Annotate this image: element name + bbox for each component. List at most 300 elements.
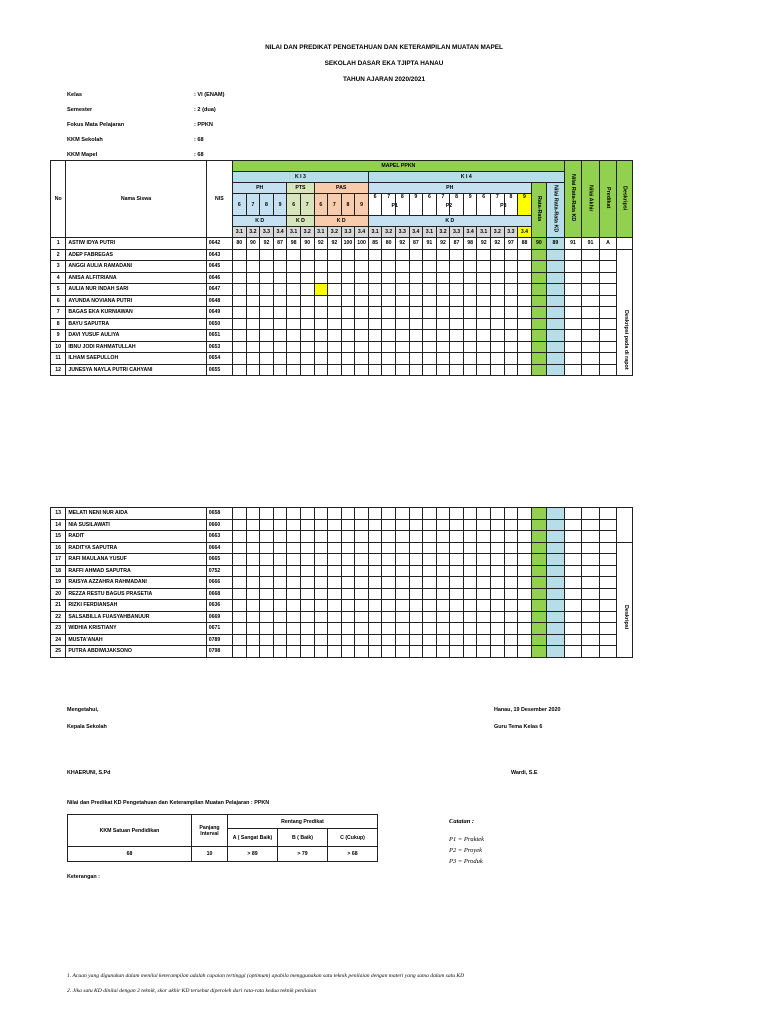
score-cell: 87 [450, 238, 464, 250]
score-cell [450, 307, 464, 319]
score-cell [423, 261, 437, 273]
predikat-a-header: A ( Sangat Baik) [228, 829, 278, 847]
score-cell [463, 353, 477, 365]
student-name: DAVI YUSUF AULIYA [66, 330, 206, 342]
score-cell [436, 272, 450, 284]
nilai-akhir-cell [582, 554, 600, 566]
kd3-sub-header: 3.3 [260, 227, 274, 238]
score-cell [409, 577, 423, 589]
akhir-cell [564, 554, 582, 566]
student-name: ANISA ALFITRIANA [66, 272, 206, 284]
score-cell [368, 508, 382, 520]
score-cell [382, 307, 396, 319]
score-cell [273, 519, 287, 531]
student-row [51, 261, 633, 273]
score-cell [300, 330, 314, 342]
score-cell [504, 341, 518, 353]
score-cell [328, 519, 342, 531]
akhir-cell [564, 318, 582, 330]
score-cell [382, 577, 396, 589]
score-cell [423, 330, 437, 342]
catatan-p2: P2 = Proyek [449, 847, 483, 854]
score-cell [491, 295, 505, 307]
score-cell [477, 318, 491, 330]
predikat-cell [599, 611, 617, 623]
score-cell [328, 284, 342, 296]
score-cell [273, 531, 287, 543]
student-name: RAFI MAULANA YUSUF [66, 554, 206, 566]
student-row [51, 554, 633, 566]
col-header-nilai-rata-kd [564, 161, 582, 238]
score-cell [409, 542, 423, 554]
kd4-sub-header: 3.1 [368, 227, 382, 238]
student-nis: 0655 [206, 364, 232, 376]
kd-number: 6 [427, 194, 431, 200]
guru-name: Wardi, S.E [511, 770, 538, 776]
score-cell [409, 623, 423, 635]
score-cell [314, 330, 328, 342]
student-nis: 0669 [206, 611, 232, 623]
score-cell [436, 330, 450, 342]
score-cell: 97 [504, 238, 518, 250]
student-no: 7 [51, 307, 66, 319]
rata-kd-cell [547, 588, 565, 600]
rata-kd-cell [547, 554, 565, 566]
score-cell [355, 261, 369, 273]
student-nis: 0663 [206, 531, 232, 543]
score-cell [287, 519, 301, 531]
score-cell [341, 600, 355, 612]
student-nis: 0649 [206, 307, 232, 319]
score-cell [518, 623, 532, 635]
score-cell [423, 284, 437, 296]
score-cell [477, 249, 491, 261]
score-cell [395, 600, 409, 612]
score-cell [382, 284, 396, 296]
score-cell [314, 508, 328, 520]
score-cell: 100 [341, 238, 355, 250]
score-cell [287, 577, 301, 589]
score-cell [233, 554, 247, 566]
score-cell [300, 623, 314, 635]
score-cell [368, 554, 382, 566]
score-cell [423, 272, 437, 284]
score-cell [233, 634, 247, 646]
akhir-cell [564, 295, 582, 307]
score-cell [341, 611, 355, 623]
p3-kd-num [491, 194, 505, 216]
score-cell [287, 295, 301, 307]
predikat-cell [599, 588, 617, 600]
score-cell [477, 600, 491, 612]
score-cell [463, 565, 477, 577]
score-cell [355, 600, 369, 612]
score-cell [314, 646, 328, 658]
score-cell [355, 330, 369, 342]
score-cell [341, 341, 355, 353]
score-cell [368, 261, 382, 273]
score-cell: 92 [436, 238, 450, 250]
score-cell [463, 634, 477, 646]
score-cell [518, 519, 532, 531]
score-cell [436, 531, 450, 543]
col-header-predikat [599, 161, 617, 238]
rata-cell [531, 307, 546, 319]
student-row [51, 284, 633, 296]
kd3-sub-header: 3.4 [273, 227, 287, 238]
student-no: 6 [51, 295, 66, 307]
score-cell [368, 565, 382, 577]
student-row [51, 588, 633, 600]
score-cell [423, 565, 437, 577]
score-cell [382, 646, 396, 658]
predikat-cell [599, 565, 617, 577]
rata-cell [531, 295, 546, 307]
rata-cell [531, 611, 546, 623]
score-cell [463, 318, 477, 330]
student-row [51, 238, 633, 250]
kd3-sub-header: 3.1 [233, 227, 247, 238]
score-cell [273, 634, 287, 646]
rata-kd-cell [547, 577, 565, 589]
score-cell [355, 307, 369, 319]
student-no: 1 [51, 238, 66, 250]
akhir-cell [564, 508, 582, 520]
rata-kd-cell [547, 600, 565, 612]
score-cell [246, 307, 260, 319]
student-row [51, 542, 633, 554]
score-cell [450, 646, 464, 658]
student-row [51, 330, 633, 342]
score-cell [491, 318, 505, 330]
score-cell [423, 249, 437, 261]
score-cell [260, 531, 274, 543]
score-cell: 88 [518, 238, 532, 250]
score-cell [395, 554, 409, 566]
score-cell [450, 611, 464, 623]
score-cell [233, 519, 247, 531]
predikat-c-header: C (Cukup) [328, 829, 378, 847]
score-cell [341, 330, 355, 342]
score-cell [233, 295, 247, 307]
score-cell [287, 565, 301, 577]
student-row [51, 353, 633, 365]
score-cell [423, 623, 437, 635]
nilai-akhir-cell [582, 341, 600, 353]
score-cell [477, 364, 491, 376]
footnote-2: 2. Jika satu KD dinilai dengan 2 teknik, skor akhir KD tersebut diperoleh dari rata-rata kedua teknik penilaian [67, 988, 317, 994]
kd-label-3: K D [368, 216, 531, 227]
predikat-cell [599, 272, 617, 284]
score-cell [409, 261, 423, 273]
student-nis: 0789 [206, 634, 232, 646]
score-cell [463, 249, 477, 261]
score-cell [287, 249, 301, 261]
score-cell [341, 249, 355, 261]
nilai-rata-kd-label: Nilai Rata-Rata KD [569, 174, 576, 222]
score-cell [314, 519, 328, 531]
student-no: 17 [51, 554, 66, 566]
score-cell [518, 646, 532, 658]
meta-label-semester: Semester [67, 107, 93, 113]
kd4-sub-header: 3.4 [409, 227, 423, 238]
score-cell [355, 554, 369, 566]
score-cell [341, 353, 355, 365]
student-nis: 0671 [206, 623, 232, 635]
score-cell [368, 634, 382, 646]
score-cell [477, 542, 491, 554]
score-cell [328, 341, 342, 353]
score-cell [314, 284, 328, 296]
rata-cell [531, 542, 546, 554]
rata-kd-cell [547, 646, 565, 658]
student-name: RADIT [66, 531, 206, 543]
score-cell [355, 531, 369, 543]
score-cell [260, 588, 274, 600]
score-cell [246, 508, 260, 520]
score-cell [341, 261, 355, 273]
score-cell [314, 295, 328, 307]
predikat-cell [599, 295, 617, 307]
kd3-sub-header: 3.1 [287, 227, 301, 238]
rata-cell [531, 364, 546, 376]
score-cell [450, 634, 464, 646]
score-cell [233, 330, 247, 342]
score-cell [518, 295, 532, 307]
score-cell [355, 364, 369, 376]
score-cell [233, 611, 247, 623]
nilai-akhir-cell [582, 318, 600, 330]
student-name: IBNU JODI RAHMATULLAH [66, 341, 206, 353]
student-nis: 0666 [206, 577, 232, 589]
score-cell [300, 531, 314, 543]
deskripsi-label: Deskripsi [621, 185, 628, 211]
score-cell [300, 600, 314, 612]
score-cell [504, 330, 518, 342]
rentang-header: Rentang Predikat [228, 815, 378, 829]
rata-cell [531, 646, 546, 658]
rata-kd-cell [547, 261, 565, 273]
kd-label-1: K D [287, 216, 314, 227]
score-cell [341, 508, 355, 520]
kd3-sub-header: 3.2 [328, 227, 342, 238]
student-nis: 0660 [206, 519, 232, 531]
kkm-header: KKM Satuan Pendidikan [68, 815, 192, 847]
nilai-akhir-cell: 91 [582, 238, 600, 250]
grade-table-bottom [50, 507, 633, 658]
kd-number: 7 [495, 194, 499, 200]
score-cell [300, 249, 314, 261]
meta-label-kkm-mapel: KKM Mapel [67, 152, 98, 158]
score-cell [436, 341, 450, 353]
score-cell [504, 577, 518, 589]
score-cell [409, 600, 423, 612]
student-no: 3 [51, 261, 66, 273]
predikat-cell [599, 623, 617, 635]
student-name: ANGGI AULIA RAMADANI [66, 261, 206, 273]
score-cell [436, 577, 450, 589]
score-cell [368, 364, 382, 376]
score-cell [518, 577, 532, 589]
pas-header: PAS [314, 183, 368, 194]
score-cell: 100 [355, 238, 369, 250]
score-cell [423, 554, 437, 566]
score-cell [423, 588, 437, 600]
score-cell [450, 508, 464, 520]
akhir-cell [564, 261, 582, 273]
kd-label-2: K D [314, 216, 368, 227]
score-cell [395, 295, 409, 307]
score-cell [477, 646, 491, 658]
score-cell [504, 364, 518, 376]
score-cell [477, 634, 491, 646]
score-cell [314, 364, 328, 376]
score-cell [328, 318, 342, 330]
score-cell [423, 577, 437, 589]
student-nis: 0650 [206, 318, 232, 330]
score-cell [395, 272, 409, 284]
score-cell [409, 318, 423, 330]
score-cell: 98 [287, 238, 301, 250]
score-cell [409, 531, 423, 543]
score-cell [518, 318, 532, 330]
score-cell [260, 295, 274, 307]
student-row [51, 531, 633, 543]
score-cell [300, 364, 314, 376]
score-cell [328, 295, 342, 307]
academic-year: TAHUN AJARAN 2020/2021 [342, 76, 426, 83]
rata-kd-cell [547, 565, 565, 577]
score-cell [382, 353, 396, 365]
score-cell [368, 577, 382, 589]
score-cell [300, 588, 314, 600]
score-cell [491, 623, 505, 635]
score-cell [368, 318, 382, 330]
score-cell [355, 249, 369, 261]
score-cell [328, 611, 342, 623]
score-cell [491, 307, 505, 319]
score-cell [382, 295, 396, 307]
student-no: 21 [51, 600, 66, 612]
score-cell [341, 577, 355, 589]
deskripsi-note-bottom [619, 550, 633, 685]
score-cell [273, 353, 287, 365]
deskripsi-note-top [619, 262, 633, 417]
akhir-cell [564, 646, 582, 658]
score-cell [287, 364, 301, 376]
nilai-akhir-label: Nilai Akhir [587, 184, 594, 212]
score-cell [273, 364, 287, 376]
score-cell [314, 249, 328, 261]
akhir-cell [564, 577, 582, 589]
score-cell [491, 519, 505, 531]
score-cell [355, 353, 369, 365]
score-cell [463, 577, 477, 589]
score-cell [341, 364, 355, 376]
score-cell [355, 341, 369, 353]
score-cell [260, 519, 274, 531]
col-header-rata-kd3 [531, 183, 546, 238]
score-cell [436, 588, 450, 600]
score-cell [314, 611, 328, 623]
score-cell [463, 295, 477, 307]
score-cell [233, 508, 247, 520]
score-cell [260, 318, 274, 330]
score-cell [395, 542, 409, 554]
score-cell [395, 577, 409, 589]
score-cell [423, 611, 437, 623]
kd-number: 9 [468, 194, 472, 200]
score-cell [300, 519, 314, 531]
score-cell [450, 588, 464, 600]
score-cell [518, 588, 532, 600]
score-cell [341, 623, 355, 635]
score-cell [328, 353, 342, 365]
score-cell [477, 519, 491, 531]
akhir-cell [564, 249, 582, 261]
kd4-sub-header: 3.1 [477, 227, 491, 238]
score-cell: 90 [300, 238, 314, 250]
nilai-akhir-cell [582, 542, 600, 554]
score-cell [300, 577, 314, 589]
student-name: MUSTA'ANAH [66, 634, 206, 646]
score-cell [395, 519, 409, 531]
ph-kd-num: 6 [233, 194, 247, 216]
score-cell [287, 531, 301, 543]
score-cell [477, 261, 491, 273]
meta-label-kkm-sekolah: KKM Sekolah [67, 137, 103, 143]
predikat-cell [599, 330, 617, 342]
score-cell [368, 531, 382, 543]
nilai-akhir-cell [582, 646, 600, 658]
score-cell [355, 565, 369, 577]
score-cell [300, 565, 314, 577]
score-cell [355, 508, 369, 520]
student-no: 20 [51, 588, 66, 600]
kd-number: 6 [373, 194, 377, 200]
nilai-akhir-cell [582, 295, 600, 307]
score-cell [341, 554, 355, 566]
score-cell [260, 600, 274, 612]
student-no: 18 [51, 565, 66, 577]
predikat-c-value: > 68 [328, 847, 378, 862]
grade-table-top [50, 160, 633, 376]
score-cell [409, 554, 423, 566]
score-cell [273, 565, 287, 577]
score-cell [246, 588, 260, 600]
score-cell [423, 634, 437, 646]
score-cell [328, 364, 342, 376]
student-row [51, 318, 633, 330]
p2-kd-num [463, 194, 477, 216]
score-cell [463, 508, 477, 520]
score-cell [450, 565, 464, 577]
deskripsi-label-bottom: Deskripsi [623, 605, 629, 630]
score-cell [477, 353, 491, 365]
score-cell [423, 519, 437, 531]
guru-title: Guru Tema Kelas 6 [494, 724, 543, 730]
score-cell [409, 307, 423, 319]
score-cell [518, 261, 532, 273]
score-cell [328, 600, 342, 612]
score-cell [368, 353, 382, 365]
student-nis: 0643 [206, 249, 232, 261]
akhir-cell: 91 [564, 238, 582, 250]
score-cell [518, 634, 532, 646]
akhir-cell [564, 284, 582, 296]
rata-cell [531, 272, 546, 284]
panjang-value: 10 [192, 847, 228, 862]
